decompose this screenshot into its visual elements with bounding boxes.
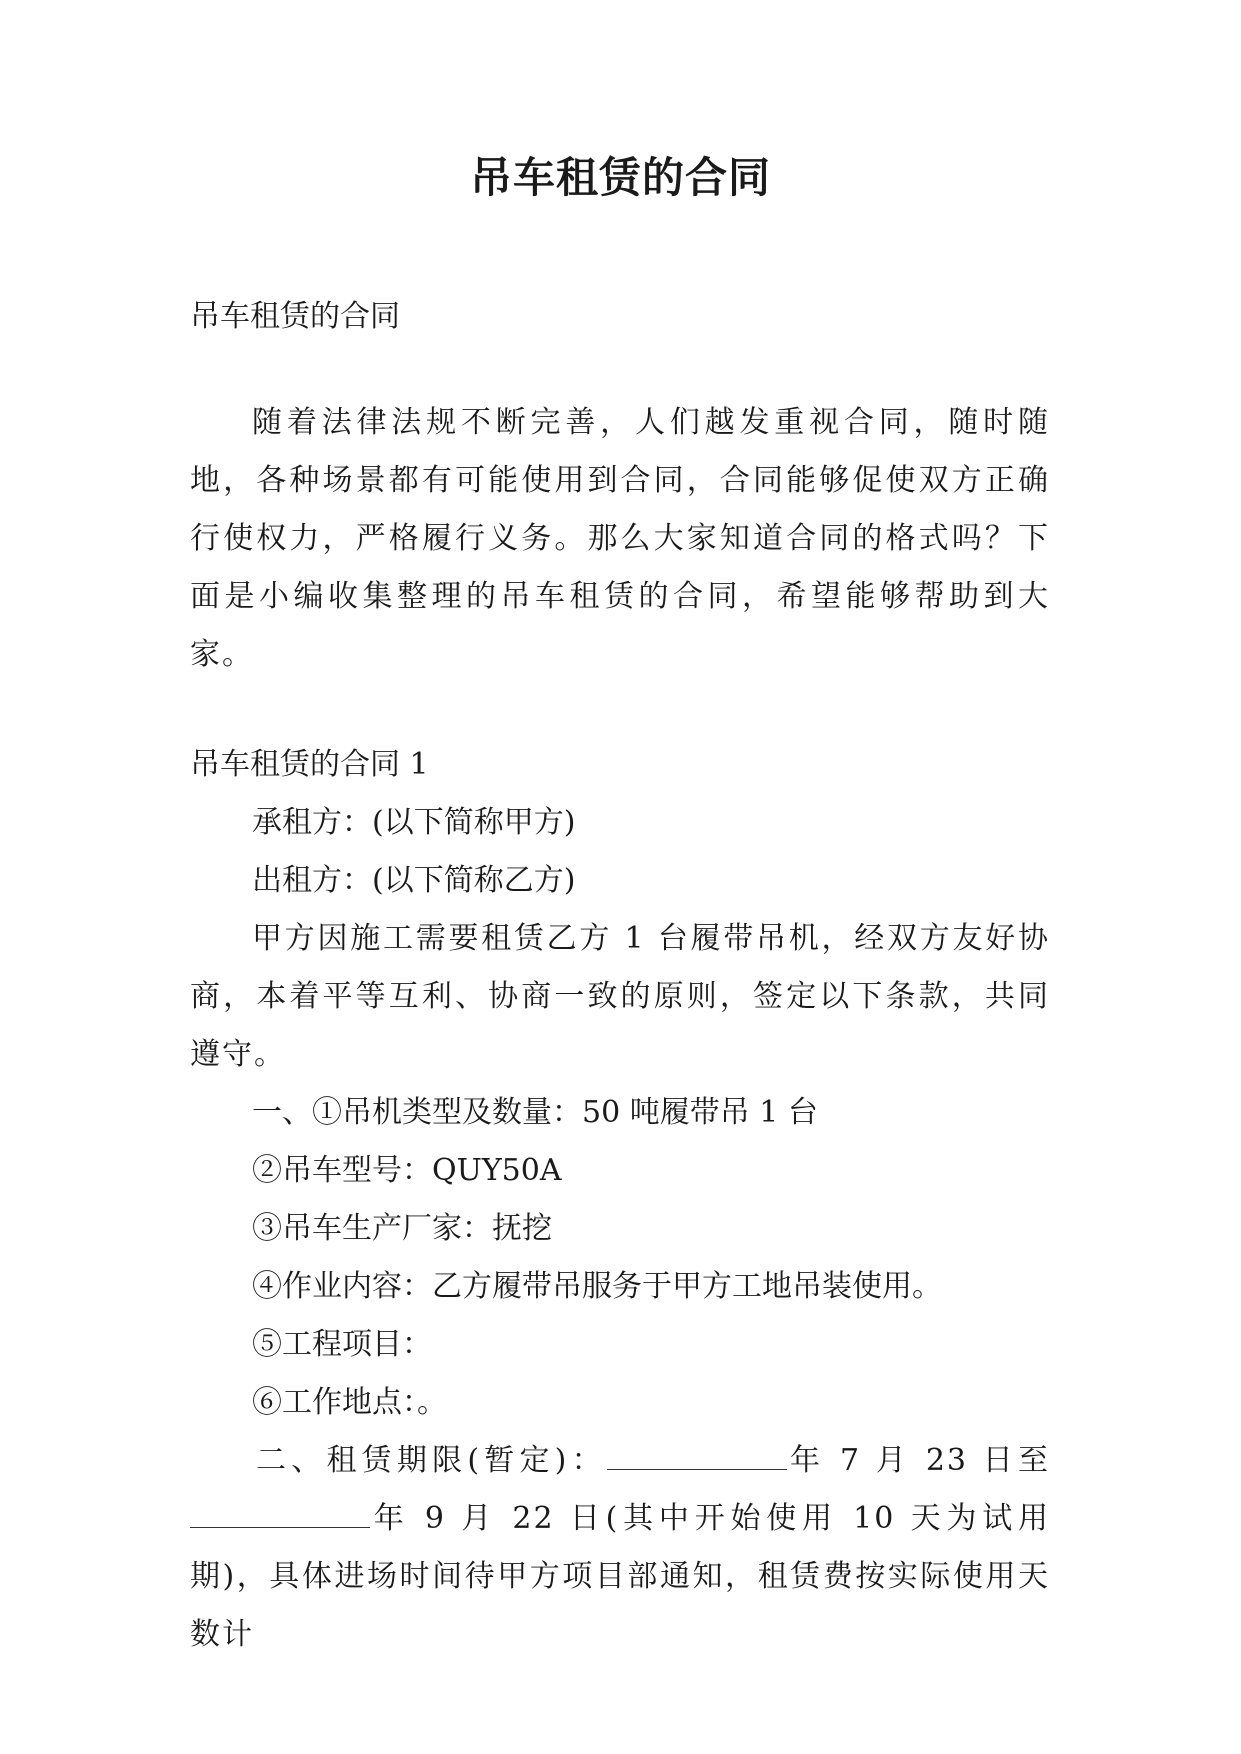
intro-paragraph: 随着法律法规不断完善，人们越发重视合同，随时随地，各种场景都有可能使用到合同，合同能够促使双方正确行使权力，严格履行义务。那么大家知道合同的格式吗？下面是小编收集整理的吊车租赁的合同，希望能够帮助到大家。 xyxy=(190,405,1050,672)
blank-year-end xyxy=(190,1501,370,1528)
blank-year-start xyxy=(607,1443,787,1470)
document-body xyxy=(190,288,1050,1664)
term-start-date: 年 7 月 23 日至 xyxy=(786,1443,1050,1478)
item-crane-type: 一、①吊机类型及数量：50 吨履带吊 1 台 xyxy=(252,1095,818,1130)
document-subtitle: 吊车租赁的合同 xyxy=(190,299,400,334)
item-work-content: ④作业内容：乙方履带吊服务于甲方工地吊装使用。 xyxy=(252,1269,942,1304)
term-paragraph xyxy=(190,1432,1050,1664)
document-title: 吊车租赁的合同 xyxy=(469,153,771,202)
term-label: 二、租赁期限(暂定)： xyxy=(256,1443,607,1478)
preamble-paragraph: 甲方因施工需要租赁乙方 1 台履带吊机，经双方友好协商，本着平等互利、协商一致的原则，签定以下条款，共同遵守。 xyxy=(190,921,1050,1072)
lessor-line: 出租方：(以下简称乙方) xyxy=(252,863,576,898)
item-manufacturer: ③吊车生产厂家：抚挖 xyxy=(252,1211,552,1246)
item-location: ⑥工作地点：。 xyxy=(252,1385,447,1420)
item-project: ⑤工程项目： xyxy=(252,1327,432,1362)
section-heading: 吊车租赁的合同 1 xyxy=(190,747,429,782)
item-crane-model: ②吊车型号：QUY50A xyxy=(252,1153,562,1188)
lessee-line: 承租方：(以下简称甲方) xyxy=(252,805,576,840)
term-end-date: 年 9 月 22 日(其中开始使用 10 天为试用期)，具体进场时间待甲方项目部通知，租赁费按实际使用天数计 xyxy=(190,1501,1050,1652)
